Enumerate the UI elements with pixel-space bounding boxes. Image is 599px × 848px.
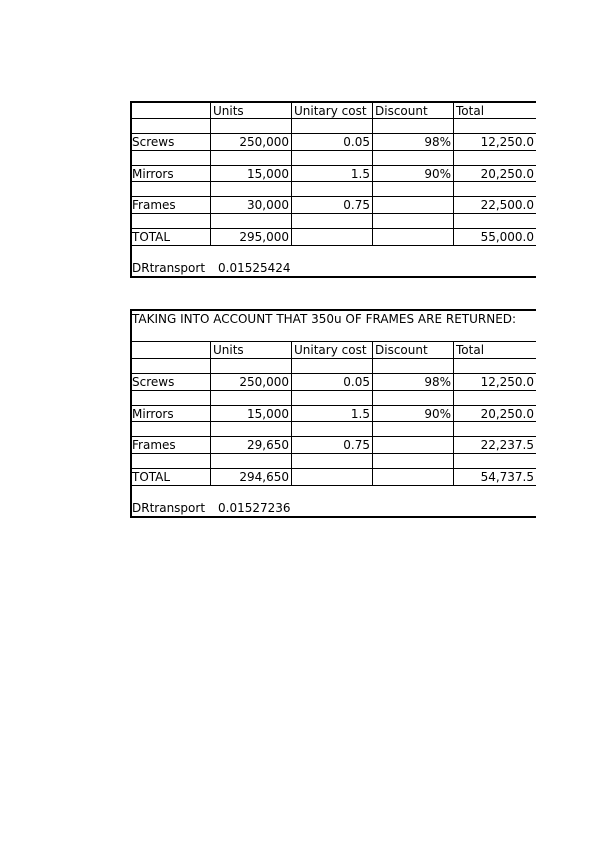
row-label: Screws: [130, 374, 211, 391]
unitary-cost-value: 0.75: [292, 197, 373, 214]
total-row: [130, 469, 536, 486]
total-value: 12,250.0: [454, 374, 536, 391]
units-value: 15,000: [211, 406, 292, 422]
units-value: 295,000: [211, 229, 292, 246]
table-row: [130, 437, 536, 454]
dr-transport-line: [132, 260, 291, 276]
row-label: TOTAL: [130, 469, 211, 486]
discount-value: [373, 229, 454, 246]
header-discount: Discount: [373, 103, 454, 119]
spacer-row: [130, 422, 536, 437]
units-value: 250,000: [211, 374, 292, 391]
cost-table: [130, 101, 536, 278]
total-value: 55,000.0: [454, 229, 536, 246]
row-label: Screws: [130, 134, 211, 151]
dr-transport-line: [132, 500, 291, 516]
unitary-cost-value: 1.5: [292, 406, 373, 422]
spacer-row: [130, 182, 536, 197]
unitary-cost-value: [292, 469, 373, 486]
dr-transport-label: DRtransport: [132, 501, 206, 515]
total-value: 22,237.5: [454, 437, 536, 454]
header-total: Total: [454, 342, 536, 359]
spacer-row: [130, 359, 536, 374]
table-row: [130, 197, 536, 214]
discount-value: 90%: [373, 406, 454, 422]
total-value: 12,250.0: [454, 134, 536, 151]
unitary-cost-value: 0.05: [292, 374, 373, 391]
discount-value: [373, 197, 454, 214]
header-cell: [130, 342, 211, 359]
total-value: 22,500.0: [454, 197, 536, 214]
units-value: 15,000: [211, 166, 292, 182]
dr-transport-value: 0.01527236: [218, 501, 291, 515]
row-label: TOTAL: [130, 229, 211, 246]
total-value: 20,250.0: [454, 406, 536, 422]
returned-frames-table: [130, 309, 536, 518]
discount-value: 90%: [373, 166, 454, 182]
unitary-cost-value: 0.05: [292, 134, 373, 151]
units-value: 250,000: [211, 134, 292, 151]
header-units: Units: [211, 103, 292, 119]
row-label: Mirrors: [130, 166, 211, 182]
total-value: 54,737.5: [454, 469, 536, 486]
header-cell: [130, 103, 211, 119]
table-row: [130, 406, 536, 422]
dr-transport-value: 0.01525424: [218, 261, 291, 275]
table-header-row: [130, 103, 536, 119]
unitary-cost-value: 0.75: [292, 437, 373, 454]
units-value: 30,000: [211, 197, 292, 214]
spacer-row: [130, 454, 536, 469]
units-value: 294,650: [211, 469, 292, 486]
header-unitary-cost: Unitary cost: [292, 103, 373, 119]
header-units: Units: [211, 342, 292, 359]
units-value: 29,650: [211, 437, 292, 454]
table-title: TAKING INTO ACCOUNT THAT 350u OF FRAMES ARE RETURNED:: [132, 312, 517, 326]
table-header-row: [130, 341, 536, 359]
row-label: Frames: [130, 197, 211, 214]
dr-transport-label: DRtransport: [132, 261, 206, 275]
header-discount: Discount: [373, 342, 454, 359]
spacer-row: [130, 214, 536, 229]
spacer-row: [130, 151, 536, 166]
table-row: [130, 166, 536, 182]
total-row: [130, 229, 536, 246]
header-total: Total: [454, 103, 536, 119]
discount-value: [373, 469, 454, 486]
spacer-row: [130, 119, 536, 134]
discount-value: 98%: [373, 134, 454, 151]
discount-value: 98%: [373, 374, 454, 391]
unitary-cost-value: 1.5: [292, 166, 373, 182]
discount-value: [373, 437, 454, 454]
header-unitary-cost: Unitary cost: [292, 342, 373, 359]
table-row: [130, 134, 536, 151]
table-row: [130, 374, 536, 391]
total-value: 20,250.0: [454, 166, 536, 182]
spacer-row: [130, 391, 536, 406]
unitary-cost-value: [292, 229, 373, 246]
row-label: Mirrors: [130, 406, 211, 422]
row-label: Frames: [130, 437, 211, 454]
